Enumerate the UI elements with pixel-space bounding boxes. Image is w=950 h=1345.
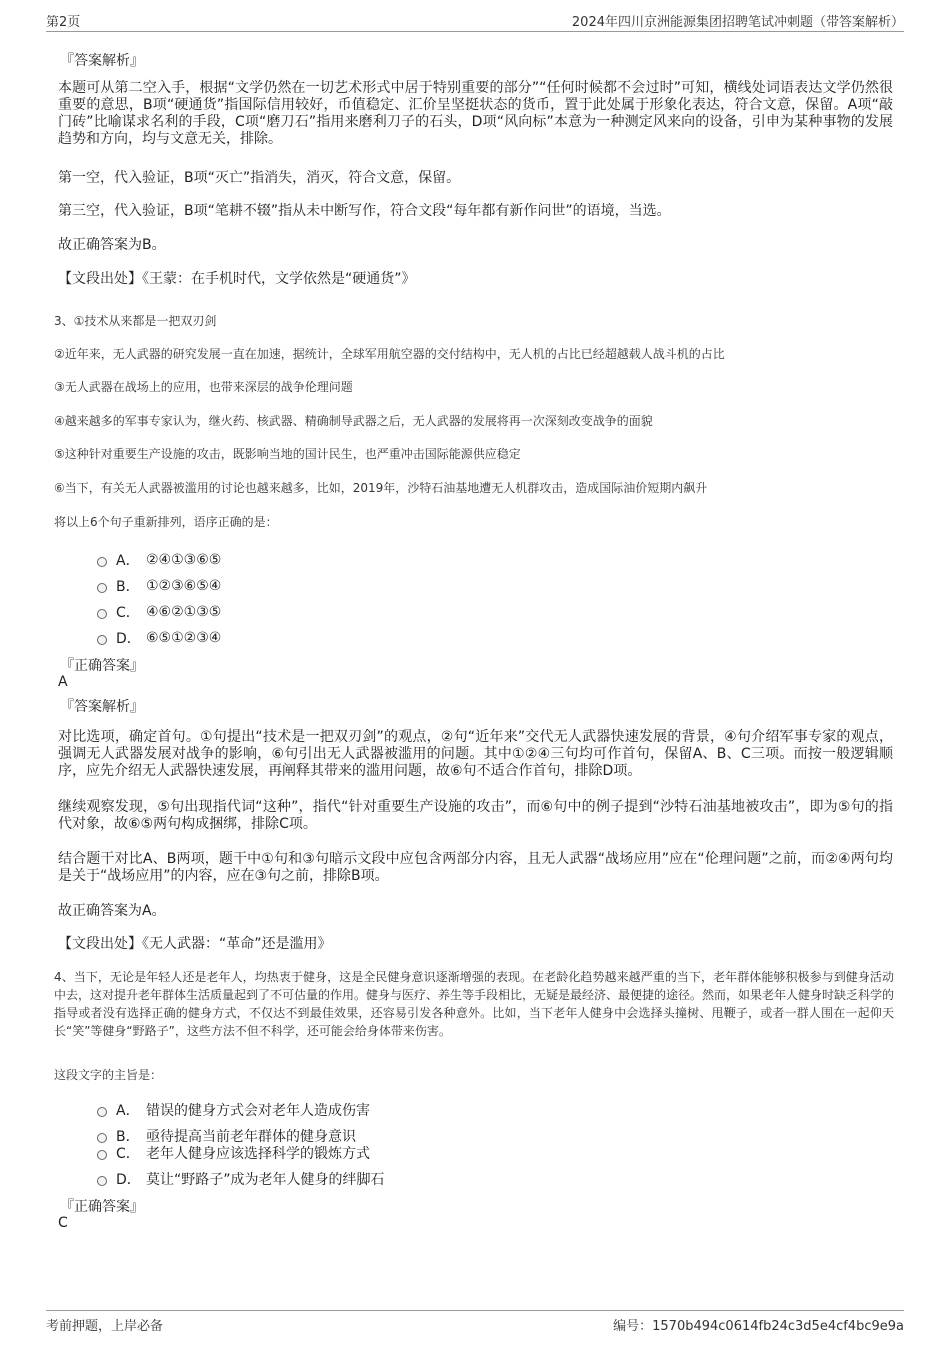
- document-id: 编号：1570b494c0614fb24c3d5e4cf4bc9e9a: [613, 1319, 904, 1334]
- question-sentence: 3、①技术从来都是一把双刃剑: [54, 314, 217, 328]
- radio-icon[interactable]: [97, 557, 107, 567]
- option-text: ①②③⑥⑤④: [146, 578, 222, 594]
- analysis-paragraph: 继续观察发现，⑤句出现指代词“这种”，指代“针对重要生产设施的攻击”，而⑥句中的例子提到“沙特石油基地被攻击”，即为⑤句的指代对象，故⑥⑤两句构成捆绑，排除C项。: [58, 799, 893, 832]
- option-c[interactable]: C． 老年人健身应该选择科学的锻炼方式: [97, 1143, 370, 1163]
- option-d[interactable]: D． ⑥⑤①②③④: [97, 628, 221, 648]
- analysis-paragraph: 第三空，代入验证，B项“笔耕不辍”指从未中断写作，符合文段“每年都有新作问世”的语境，当选。: [58, 203, 671, 219]
- option-text: 莫让“野路子”成为老年人健身的绊脚石: [146, 1172, 385, 1188]
- analysis-paragraph: 对比选项，确定首句。①句提出“技术是一把双刃剑”的观点，②句“近年来”交代无人武器快速发展的背景，④句介绍军事专家的观点，强调无人武器发展对战争的影响，⑥句引出无人武器被滥用的问题。其中①②④三句均可作首句，保留A、B、C三项。而按一般逻辑顺序，应先介绍无人武器快速发展，再阐释其带来的滥用问题，故⑥句不适合作首句，排除D项。: [58, 729, 893, 779]
- header-divider: [46, 31, 904, 32]
- radio-icon[interactable]: [97, 635, 107, 645]
- question-sentence: ③无人武器在战场上的应用，也带来深层的战争伦理问题: [54, 380, 353, 394]
- option-a[interactable]: A． ②④①③⑥⑤: [97, 550, 221, 570]
- option-c[interactable]: C． ④⑥②①③⑤: [97, 602, 221, 622]
- option-text: ②④①③⑥⑤: [146, 552, 222, 568]
- radio-icon[interactable]: [97, 583, 107, 593]
- answer-label: 『正确答案』: [60, 658, 144, 674]
- analysis-paragraph: 结合题干对比A、B两项，题干中①句和③句暗示文段中应包含两部分内容，且无人武器“战场应用”应在“伦理问题”之前，而②④两句均是关于“战场应用”的内容，应在③句之前，排除B项。: [58, 851, 893, 884]
- option-text: ⑥⑤①②③④: [146, 630, 222, 646]
- question-sentence: ②近年来，无人武器的研究发展一直在加速，据统计，全球军用航空器的交付结构中，无人机的占比已经超越载人战斗机的占比: [54, 347, 725, 361]
- question-sentence: ⑥当下，有关无人武器被滥用的讨论也越来越多，比如，2019年，沙特石油基地遭无人机群攻击，造成国际油价短期内飙升: [54, 481, 708, 495]
- question-sentence: ④越来越多的军事专家认为，继火药、核武器、精确制导武器之后，无人武器的发展将再一次深刻改变战争的面貌: [54, 414, 653, 428]
- document-title: 2024年四川京洲能源集团招聘笔试冲刺题（带答案解析）: [571, 15, 904, 30]
- option-b[interactable]: B． 亟待提高当前老年群体的健身意识: [97, 1126, 356, 1146]
- footer-divider: [46, 1310, 904, 1311]
- analysis-label: 『答案解析』: [60, 53, 144, 69]
- analysis-conclusion: 故正确答案为A。: [58, 903, 166, 919]
- correct-answer: A: [58, 674, 68, 690]
- analysis-conclusion: 故正确答案为B。: [58, 237, 166, 253]
- radio-icon[interactable]: [97, 1150, 107, 1160]
- question-prompt: 将以上6个句子重新排列，语序正确的是：: [54, 515, 278, 529]
- correct-answer: C: [58, 1215, 68, 1231]
- question-sentence: ⑤这种针对重要生产设施的攻击，既影响当地的国计民生，也严重冲击国际能源供应稳定: [54, 447, 521, 461]
- source-citation: 【文段出处】《无人武器：“革命”还是滥用》: [58, 936, 332, 952]
- option-d[interactable]: D． 莫让“野路子”成为老年人健身的绊脚石: [97, 1169, 385, 1189]
- option-a[interactable]: A． 错误的健身方式会对老年人造成伤害: [97, 1100, 370, 1120]
- answer-label: 『正确答案』: [60, 1199, 144, 1215]
- option-text: 老年人健身应该选择科学的锻炼方式: [146, 1146, 370, 1162]
- page-number: 第2页: [46, 15, 81, 30]
- question-prompt: 这段文字的主旨是：: [54, 1068, 163, 1082]
- option-text: 错误的健身方式会对老年人造成伤害: [146, 1103, 370, 1119]
- radio-icon[interactable]: [97, 609, 107, 619]
- option-text: 亟待提高当前老年群体的健身意识: [146, 1129, 356, 1145]
- source-citation: 【文段出处】《王蒙：在手机时代，文学依然是“硬通货”》: [58, 271, 416, 287]
- analysis-label: 『答案解析』: [60, 699, 144, 715]
- analysis-paragraph: 本题可从第二空入手，根据“文学仍然在一切艺术形式中居于特别重要的部分”“任何时候都不会过时”可知，横线处词语表达文学仍然很重要的意思，B项“硬通货”指国际信用较好，币值稳定、汇价呈坚挺状态的货币，置于此处属于形象化表达，符合文意，保留。A项“敲门砖”比喻谋求名利的手段，C项“磨刀石”指用来磨利刀子的石头，D项“风向标”本意为一种测定风来向的设备，引申为某种事物的发展趋势和方向，均与文意无关，排除。: [58, 80, 893, 147]
- radio-icon[interactable]: [97, 1176, 107, 1186]
- question-passage: 4、当下，无论是年轻人还是老年人，均热衷于健身，这是全民健身意识逐渐增强的表现。在老龄化趋势越来越严重的当下，老年群体能够积极参与到健身活动中去，这对提升老年群体生活质量起到了不可估量的作用。健身与医疗、养生等手段相比，无疑是最经济、最便捷的途径。然而，如果老年人健身时缺乏科学的指导或者没有选择正确的健身方式，不仅达不到最佳效果，还容易引发各种意外。比如，当下老年人健身中会选择头撞树、甩鞭子，或者一群人围在一起仰天长“笑”等健身“野路子”，这些方法不但不科学，还可能会给身体带来伤害。: [54, 970, 895, 1038]
- option-b[interactable]: B． ①②③⑥⑤④: [97, 576, 221, 596]
- analysis-paragraph: 第一空，代入验证，B项“灭亡”指消失，消灭，符合文意，保留。: [58, 170, 461, 186]
- footer-slogan: 考前押题，上岸必备: [46, 1319, 164, 1334]
- radio-icon[interactable]: [97, 1107, 107, 1117]
- radio-icon[interactable]: [97, 1133, 107, 1143]
- option-text: ④⑥②①③⑤: [146, 604, 222, 620]
